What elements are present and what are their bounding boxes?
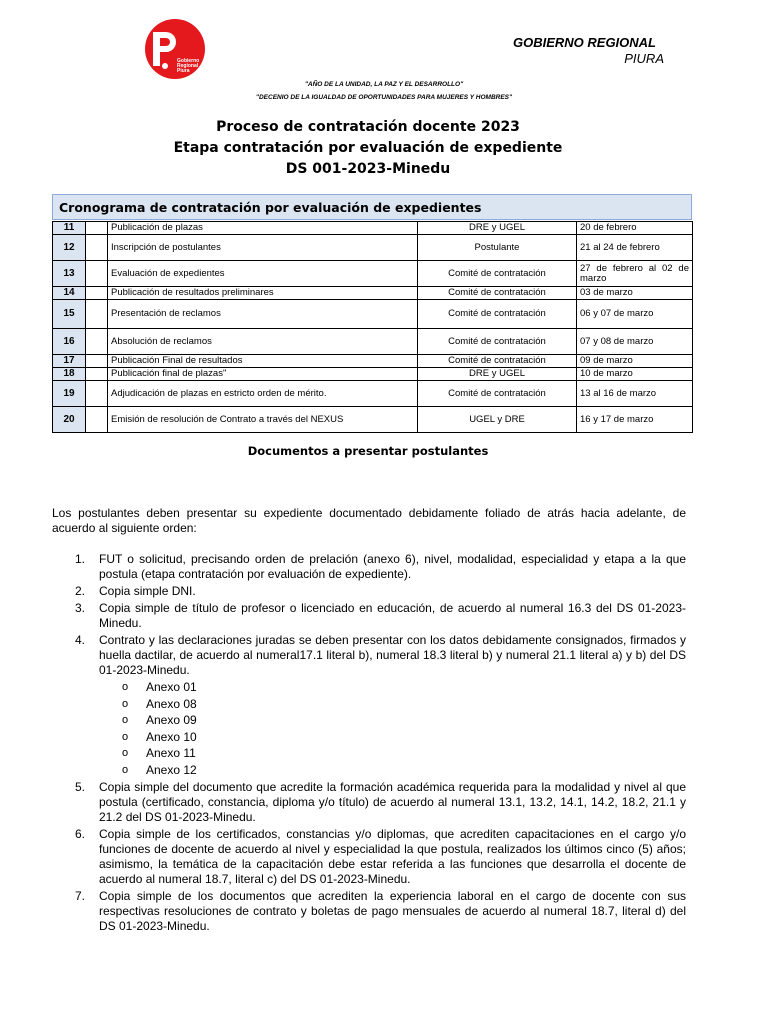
activity-cell: Absolución de reclamos (108, 329, 418, 355)
responsible-cell: Comité de contratación (418, 300, 577, 329)
row-number: 13 (53, 261, 86, 287)
annex-item: o Anexo 11 (122, 746, 196, 760)
activity-cell: Inscripción de postulantes (108, 235, 418, 261)
list-item: 4. Contrato y las declaraciones juradas se deben presentar con los datos debidamente consignados, firmados y huella dactilar, de acuerdo al numeral17.1 literal b), numeral 18.3 literal b) y numeral 21.1 literal a) y b) del DS 01-2023-Minedu. o Anexo 01 o Anexo 08 o Anexo 09 o Anexo 10 o Anexo 11 o Anexo 12 (75, 633, 686, 777)
annex-item: o Anexo 08 (122, 696, 197, 711)
gobierno-regional-logo (135, 18, 215, 80)
list-item: 5. Copia simple del documento que acredite la formación académica requerida para la modalidad y nivel al que postula (certificado, constancia, diploma y/o título) de acuerdo al numeral 13.1, 13.2, 14.1, 14.2, 18.2, 21.1 y 21.2 del DS 01-2023-Minedu. (75, 780, 686, 824)
annex-item: o Anexo 12 (122, 762, 197, 777)
responsible-cell: Comité de contratación (418, 329, 577, 355)
activity-cell: Publicación de plazas (108, 222, 418, 235)
activity-cell: Publicación de resultados preliminares (108, 287, 418, 300)
row-number: 18 (53, 368, 86, 381)
title-line-2: Etapa contratación por evaluación de expediente (173, 140, 563, 156)
activity-cell: Presentación de reclamos (108, 300, 418, 329)
row-number: 15 (53, 300, 86, 329)
table-row (53, 381, 693, 407)
date-cell: 10 de marzo (577, 368, 693, 381)
activity-cell: Adjudicación de plazas en estricto orden de mérito. (108, 381, 418, 407)
list-item: 7. Copia simple de los documentos que acrediten la experiencia laboral en el cargo de docente con sus respectivas resoluciones de contrato y boletas de pago mensuales de acuerdo al numeral 18.7, literal d) del DS 01-2023-Minedu. (75, 889, 686, 933)
date-cell: 20 de febrero (577, 222, 693, 235)
org-region: PIURA (624, 51, 664, 66)
table-row (53, 329, 693, 355)
blank-cell (86, 287, 108, 300)
schedule-heading: Cronograma de contratación por evaluación de expedientes (52, 194, 692, 220)
svg-text:Piura: Piura (177, 68, 190, 74)
responsible-cell: DRE y UGEL (418, 222, 577, 235)
table-row (53, 407, 693, 433)
list-item: 1. FUT o solicitud, precisando orden de prelación (anexo 6), nivel, modalidad, especialidad y etapa a la que postula (etapa contratación por evaluación de expediente). (75, 552, 686, 581)
table-row (53, 261, 693, 287)
blank-cell (86, 300, 108, 329)
list-item: 2. Copia simple DNI. (75, 584, 196, 598)
row-number: 17 (53, 355, 86, 368)
responsible-cell: Comité de contratación (418, 287, 577, 300)
responsible-cell: Comité de contratación (418, 355, 577, 368)
blank-cell (86, 235, 108, 261)
blank-cell (86, 355, 108, 368)
blank-cell (86, 381, 108, 407)
svg-text:Regional: Regional (177, 63, 199, 69)
row-number: 12 (53, 235, 86, 261)
list-item: 6. Copia simple de los certificados, constancias y/o diplomas, que acrediten capacitaciones en el cargo y/o funciones de docente de acuerdo al nivel y especialidad la que postula, realizados los últimos cinco (5) años; asimismo, la temática de la capacitación debe estar referida a las funciones que desarrolla el docente de acuerdo al numeral 18.7, literal c) del DS 01-2023-Minedu. (75, 827, 686, 886)
documents-title: Documentos a presentar postulantes (247, 444, 489, 458)
activity-cell: Evaluación de expedientes (108, 261, 418, 287)
activity-cell: Emisión de resolución de Contrato a través del NEXUS (108, 407, 418, 433)
date-cell: 03 de marzo (577, 287, 693, 300)
schedule-table (52, 221, 693, 433)
documents-intro: Los postulantes deben presentar su expediente documentado debidamente foliado de atrás hacia adelante, de acuerdo al siguiente orden: (52, 506, 686, 535)
row-number: 19 (53, 381, 86, 407)
annex-item: o Anexo 10 (122, 729, 197, 744)
org-name: GOBIERNO REGIONAL (512, 35, 656, 50)
document-titles (0, 117, 736, 180)
annex-list (99, 679, 686, 778)
date-cell: 16 y 17 de marzo (577, 407, 693, 433)
responsible-cell: UGEL y DRE (418, 407, 577, 433)
list-item: 3. Copia simple de título de profesor o licenciado en educación, de acuerdo al numeral 16.3 del DS 01-2023-Minedu. (75, 601, 686, 630)
blank-cell (86, 261, 108, 287)
motto-line-2: "DECENIO DE LA IGUALDAD DE OPORTUNIDADES PARA MUJERES Y HOMBRES" (255, 94, 513, 101)
activity-cell: Publicación final de plazas" (108, 368, 418, 381)
blank-cell (86, 368, 108, 381)
date-cell: 21 al 24 de febrero (577, 235, 693, 261)
table-row (53, 222, 693, 235)
blank-cell (86, 222, 108, 235)
date-cell: 06 y 07 de marzo (577, 300, 693, 329)
activity-cell: Publicación Final de resultados (108, 355, 418, 368)
row-number: 11 (53, 222, 86, 235)
annex-item: o Anexo 09 (122, 713, 197, 727)
title-line-1: Proceso de contratación docente 2023 (216, 119, 520, 135)
row-number: 14 (53, 287, 86, 300)
title-line-3: DS 001-2023-Minedu (285, 161, 451, 177)
motto-line-1: "AÑO DE LA UNIDAD, LA PAZ Y EL DESARROLLO" (304, 81, 464, 88)
responsible-cell: DRE y UGEL (418, 368, 577, 381)
header-org (512, 35, 664, 66)
date-cell: 13 al 16 de marzo (577, 381, 693, 407)
table-row (53, 355, 693, 368)
table-row (53, 235, 693, 261)
table-row (53, 287, 693, 300)
responsible-cell: Comité de contratación (418, 261, 577, 287)
row-number: 16 (53, 329, 86, 355)
annex-item: o Anexo 01 (122, 680, 197, 694)
date-cell: 27 de febrero al 02 de marzo (577, 261, 693, 287)
blank-cell (86, 407, 108, 433)
responsible-cell: Comité de contratación (418, 381, 577, 407)
requirements-list (52, 552, 686, 936)
table-row (53, 300, 693, 329)
table-row (53, 368, 693, 381)
date-cell: 07 y 08 de marzo (577, 329, 693, 355)
date-cell: 09 de marzo (577, 355, 693, 368)
svg-text:Gobierno: Gobierno (177, 58, 200, 64)
blank-cell (86, 329, 108, 355)
responsible-cell: Postulante (418, 235, 577, 261)
row-number: 20 (53, 407, 86, 433)
